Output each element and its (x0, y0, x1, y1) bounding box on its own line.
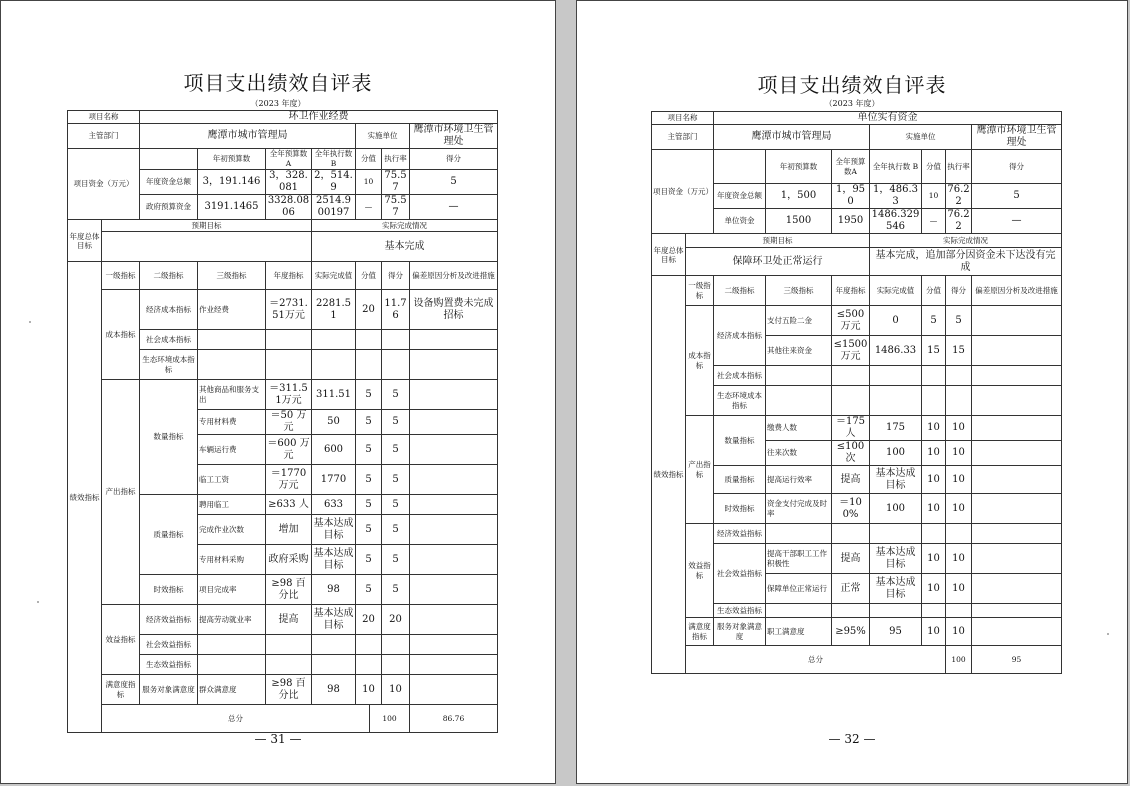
cell-value: — (356, 195, 382, 220)
blank-cell (312, 350, 356, 380)
indicator-actual: 基本达成目标 (870, 574, 922, 604)
impl-unit-value: 鹰潭市环境卫生管理处 (410, 124, 498, 149)
scan-speck (37, 601, 39, 603)
unit-funds-label: 单位资金 (714, 209, 766, 234)
blank-cell (410, 545, 498, 575)
actual-status-value: 基本完成，追加部分因资金未下达没有完成 (870, 248, 1062, 276)
indicator-actual: 100 (870, 441, 922, 466)
indicator-name: 作业经费 (198, 290, 266, 330)
indicator-target: ≥95% (832, 618, 870, 646)
blank-cell (946, 524, 972, 544)
blank-cell (410, 635, 498, 655)
indicator-score: 10 (946, 441, 972, 466)
indicator-name: 职工满意度 (766, 618, 832, 646)
indicator-score: 10 (382, 675, 410, 705)
blank-cell (922, 604, 946, 618)
expected-goal-header: 预期目标 (686, 234, 870, 248)
year-label: （2023 年度） (824, 99, 880, 108)
blank-cell (410, 330, 498, 350)
blank-cell (946, 366, 972, 386)
indicator-value: 10 (922, 416, 946, 441)
indicator-score: 5 (382, 410, 410, 435)
document-page-left (0, 0, 556, 784)
col-header: 一级指标 (686, 276, 714, 306)
indicator-name: 项目完成率 (198, 575, 266, 605)
indicator-value: 5 (356, 575, 382, 605)
category-benefit: 效益指标 (686, 524, 714, 618)
indicator-name: 专用材料采购 (198, 545, 266, 575)
col-header: 偏差原因分析及改进措施 (410, 262, 498, 290)
cell-value: 5 (972, 184, 1062, 209)
blank-cell (972, 618, 1062, 646)
indicator-target: 提高 (832, 466, 870, 494)
cell-value: 10 (356, 170, 382, 195)
blank-cell (410, 655, 498, 675)
indicator-value: 5 (356, 515, 382, 545)
subcat: 生态环境成本指标 (714, 386, 766, 416)
indicator-name: 聘用临工 (198, 495, 266, 515)
perf-indicator-label: 绩效指标 (68, 262, 102, 733)
indicator-target: ≤1500万元 (832, 336, 870, 366)
blank-cell (266, 655, 312, 675)
subcat: 时效指标 (714, 494, 766, 524)
indicator-actual: 100 (870, 494, 922, 524)
category-output: 产出指标 (102, 380, 140, 605)
cell-value: 2，514.9 (312, 170, 356, 195)
subcat: 生态环境成本指标 (140, 350, 198, 380)
cell-value: 2514.900197 (312, 195, 356, 220)
subcat: 服务对象满意度 (140, 675, 198, 705)
indicator-actual: 1486.33 (870, 336, 922, 366)
col-header: 二级指标 (714, 276, 766, 306)
blank-cell (972, 466, 1062, 494)
category-output: 产出指标 (686, 416, 714, 524)
indicator-target: ＝311.51万元 (266, 380, 312, 410)
header-score: 得分 (972, 150, 1062, 184)
indicator-score: 15 (946, 336, 972, 366)
blank-cell (972, 306, 1062, 336)
subcat: 时效指标 (140, 575, 198, 605)
funds-label: 项目资金（万元） (652, 150, 714, 234)
total-score: 86.76 (410, 705, 498, 733)
impl-unit-label: 实施单位 (870, 125, 972, 150)
total-label: 总分 (102, 705, 370, 733)
indicator-score: 10 (946, 416, 972, 441)
annual-goal-label: 年度总体目标 (652, 234, 686, 276)
indicator-actual: 基本达成目标 (870, 544, 922, 574)
indicator-value: 10 (922, 544, 946, 574)
blank-cell (922, 524, 946, 544)
header-full-exec: 全年执行数 B (312, 149, 356, 170)
subcat: 经济成本指标 (714, 306, 766, 366)
indicator-actual: 2281.51 (312, 290, 356, 330)
subcat: 社会成本指标 (140, 330, 198, 350)
scan-speck (29, 321, 31, 323)
col-header: 得分 (382, 262, 410, 290)
blank-cell (266, 635, 312, 655)
indicator-name: 资金支付完成及时率 (766, 494, 832, 524)
col-header: 一级指标 (102, 262, 140, 290)
header-full-budget: 全年预算数 A (266, 149, 312, 170)
blank-cell (140, 149, 198, 170)
cell-value: 1500 (766, 209, 832, 234)
indicator-target: ≥633 人 (266, 495, 312, 515)
blank-cell (972, 366, 1062, 386)
blank-cell (410, 380, 498, 410)
indicator-value: 5 (356, 465, 382, 495)
blank-cell (312, 655, 356, 675)
indicator-name: 车辆运行费 (198, 435, 266, 465)
blank-cell (410, 675, 498, 705)
header-score-value: 分值 (922, 150, 946, 184)
page-title: 项目支出绩效自评表 (757, 73, 947, 97)
actual-status-value: 基本完成 (312, 232, 498, 262)
indicator-target: ＝175人 (832, 416, 870, 441)
header-init-budget: 年初预算数 (198, 149, 266, 170)
indicator-score: 10 (946, 544, 972, 574)
cell-value: 3191.1465 (198, 195, 266, 220)
indicator-name: 提高劳动就业率 (198, 605, 266, 635)
indicator-score: 5 (946, 306, 972, 336)
indicator-score: 5 (382, 575, 410, 605)
gov-budget-label: 政府预算资金 (140, 195, 198, 220)
col-header: 二级指标 (140, 262, 198, 290)
indicator-target: ≤500万元 (832, 306, 870, 336)
document-page-right (576, 0, 1128, 784)
indicator-actual: 基本达成目标 (870, 466, 922, 494)
blank-cell (946, 604, 972, 618)
indicator-target: 正常 (832, 574, 870, 604)
scan-speck (1107, 633, 1109, 635)
blank-cell (382, 655, 410, 675)
blank-cell (410, 350, 498, 380)
col-header: 偏差原因分析及改进措施 (972, 276, 1062, 306)
blank-cell (312, 330, 356, 350)
page-number: — 31 — (254, 732, 302, 746)
project-name-value: 单位实有资金 (714, 112, 1062, 125)
annual-total-label: 年度资金总额 (140, 170, 198, 195)
indicator-score: 11.76 (382, 290, 410, 330)
cell-value: 3，328.081 (266, 170, 312, 195)
cell-value: 5 (410, 170, 498, 195)
blank-cell (972, 574, 1062, 604)
funds-label: 项目资金（万元） (68, 149, 140, 220)
indicator-target: 提高 (832, 544, 870, 574)
indicator-target: ≥98 百分比 (266, 675, 312, 705)
actual-status-header: 实际完成情况 (870, 234, 1062, 248)
indicator-score: 10 (946, 618, 972, 646)
indicator-name: 专用材料费 (198, 410, 266, 435)
blank-cell (870, 524, 922, 544)
blank-cell (972, 416, 1062, 441)
total-value: 100 (370, 705, 410, 733)
blank-cell (870, 366, 922, 386)
indicator-value: 5 (356, 435, 382, 465)
indicator-target: 政府采购 (266, 545, 312, 575)
col-header: 实际完成值 (870, 276, 922, 306)
category-satisfaction: 满意度指标 (102, 675, 140, 705)
indicator-score: 5 (382, 545, 410, 575)
blank-cell (832, 366, 870, 386)
indicator-name: 完成作业次数 (198, 515, 266, 545)
blank-cell (972, 386, 1062, 416)
indicator-score: 10 (946, 494, 972, 524)
blank-cell (922, 386, 946, 416)
page-number: — 32 — (828, 732, 876, 746)
col-header: 年度指标 (832, 276, 870, 306)
blank-cell (972, 544, 1062, 574)
indicator-target: ＝50 万元 (266, 410, 312, 435)
indicator-value: 5 (356, 380, 382, 410)
indicator-target: ＝1770 万元 (266, 465, 312, 495)
header-full-budget: 全年预算数A (832, 150, 870, 184)
project-name-value: 环卫作业经费 (140, 111, 498, 124)
col-header: 三级指标 (198, 262, 266, 290)
cell-value: — (972, 209, 1062, 234)
expected-goal-header: 预期目标 (102, 220, 312, 232)
indicator-value: 10 (922, 441, 946, 466)
indicator-value: 10 (922, 574, 946, 604)
evaluation-table (651, 111, 1062, 674)
cell-value: 1，950 (832, 184, 870, 209)
subcat: 社会成本指标 (714, 366, 766, 386)
indicator-actual: 311.51 (312, 380, 356, 410)
indicator-actual: 基本达成目标 (312, 515, 356, 545)
cell-value: — (922, 209, 946, 234)
blank-cell (198, 330, 266, 350)
indicator-score: 20 (382, 605, 410, 635)
col-header: 得分 (946, 276, 972, 306)
indicator-value: 20 (356, 290, 382, 330)
indicator-target: ≤100次 (832, 441, 870, 466)
cell-value: — (410, 195, 498, 220)
blank-cell (766, 386, 832, 416)
subcat: 社会效益指标 (140, 635, 198, 655)
blank-cell (832, 524, 870, 544)
indicator-target: 增加 (266, 515, 312, 545)
blank-cell (356, 330, 382, 350)
indicator-value: 10 (922, 466, 946, 494)
subcat: 经济效益指标 (714, 524, 766, 544)
indicator-name: 其他往来资金 (766, 336, 832, 366)
cell-value: 3328.0806 (266, 195, 312, 220)
dept-value: 鹰潭市城市管理局 (140, 124, 356, 149)
header-full-exec: 全年执行数 B (870, 150, 922, 184)
indicator-actual: 95 (870, 618, 922, 646)
indicator-score: 10 (946, 466, 972, 494)
indicator-name: 提高干部职工工作积极性 (766, 544, 832, 574)
blank-cell (382, 635, 410, 655)
col-header: 分值 (356, 262, 382, 290)
cell-value: 76.22 (947, 209, 970, 232)
col-header: 实际完成值 (312, 262, 356, 290)
cell-value: 1，500 (766, 184, 832, 209)
indicator-value: 5 (356, 495, 382, 515)
dept-label: 主管部门 (652, 125, 714, 150)
blank-cell (382, 330, 410, 350)
blank-cell (410, 515, 498, 545)
expected-goal-value (102, 232, 312, 262)
indicator-score: 5 (382, 435, 410, 465)
col-header: 分值 (922, 276, 946, 306)
subcat: 质量指标 (140, 495, 198, 575)
blank-cell (198, 655, 266, 675)
indicator-name: 其他商品和服务支出 (198, 380, 266, 410)
evaluation-table (67, 110, 498, 733)
subcat: 生态效益指标 (714, 604, 766, 618)
category-cost: 成本指标 (686, 306, 714, 416)
subcat: 数量指标 (714, 416, 766, 466)
impl-unit-value: 鹰潭市环境卫生管理处 (972, 125, 1062, 150)
cell-value: 3，191.146 (198, 170, 266, 195)
header-exec-rate: 执行率 (946, 150, 972, 184)
indicator-target: ≥98 百分比 (266, 575, 312, 605)
annual-goal-label: 年度总体目标 (68, 220, 102, 262)
indicator-name: 群众满意度 (198, 675, 266, 705)
year-label: （2023 年度） (250, 99, 306, 108)
indicator-value: 20 (356, 605, 382, 635)
dept-label: 主管部门 (68, 124, 140, 149)
perf-indicator-label: 绩效指标 (652, 276, 686, 674)
col-header: 三级指标 (766, 276, 832, 306)
actual-status-header: 实际完成情况 (312, 220, 498, 232)
category-satisfaction: 满意度指标 (686, 618, 714, 646)
blank-cell (410, 495, 498, 515)
blank-cell (972, 441, 1062, 466)
indicator-actual: 98 (312, 675, 356, 705)
blank-cell (356, 350, 382, 380)
blank-cell (266, 350, 312, 380)
cell-value: 1，486.33 (870, 184, 922, 209)
subcat: 数量指标 (140, 380, 198, 495)
page-title: 项目支出绩效自评表 (183, 71, 373, 95)
total-label: 总分 (686, 646, 946, 674)
blank-cell (870, 386, 922, 416)
blank-cell (766, 366, 832, 386)
expected-goal-value: 保障环卫处正常运行 (686, 248, 870, 276)
subcat: 经济效益指标 (140, 605, 198, 635)
blank-cell (832, 604, 870, 618)
subcat: 经济成本指标 (140, 290, 198, 330)
blank-cell (972, 524, 1062, 544)
annual-total-label: 年度资金总额 (714, 184, 766, 209)
indicator-name: 往来次数 (766, 441, 832, 466)
blank-cell (946, 386, 972, 416)
cell-value: 1486.329546 (870, 209, 922, 234)
blank-cell (198, 635, 266, 655)
blank-cell (356, 655, 382, 675)
subcat: 服务对象满意度 (714, 618, 766, 646)
indicator-name: 缴费人数 (766, 416, 832, 441)
blank-cell (832, 386, 870, 416)
indicator-deviation: 设备购置费未完成招标 (410, 290, 498, 330)
indicator-actual: 50 (312, 410, 356, 435)
cell-value: 75.57 (382, 195, 410, 220)
indicator-actual: 基本达成目标 (312, 545, 356, 575)
blank-cell (972, 336, 1062, 366)
cell-value: 10 (922, 184, 946, 209)
indicator-value: 5 (356, 410, 382, 435)
cell-value: 1950 (832, 209, 870, 234)
indicator-actual: 基本达成目标 (312, 605, 356, 635)
indicator-name: 提高运行效率 (766, 466, 832, 494)
indicator-score: 10 (946, 574, 972, 604)
indicator-value: 15 (922, 336, 946, 366)
header-score-value: 分值 (356, 149, 382, 170)
indicator-target: 提高 (266, 605, 312, 635)
category-benefit: 效益指标 (102, 605, 140, 675)
blank-cell (766, 604, 832, 618)
indicator-actual: 633 (312, 495, 356, 515)
indicator-value: 10 (922, 618, 946, 646)
indicator-name: 保障单位正常运行 (766, 574, 832, 604)
indicator-score: 5 (382, 515, 410, 545)
blank-cell (266, 330, 312, 350)
indicator-value: 5 (922, 306, 946, 336)
blank-cell (410, 465, 498, 495)
header-exec-rate: 执行率 (382, 149, 410, 170)
indicator-score: 5 (382, 380, 410, 410)
blank-cell (356, 635, 382, 655)
indicator-name: 支付五险二金 (766, 306, 832, 336)
blank-cell (766, 524, 832, 544)
blank-cell (382, 350, 410, 380)
indicator-value: 10 (356, 675, 382, 705)
indicator-value: 10 (922, 494, 946, 524)
indicator-actual: 1770 (312, 465, 356, 495)
cell-value: 75.57 (382, 170, 410, 195)
blank-cell (198, 350, 266, 380)
subcat: 生态效益指标 (140, 655, 198, 675)
indicator-value: 5 (356, 545, 382, 575)
blank-cell (410, 410, 498, 435)
indicator-actual: 0 (870, 306, 922, 336)
impl-unit-label: 实施单位 (356, 124, 410, 149)
col-header: 年度指标 (266, 262, 312, 290)
blank-cell (410, 575, 498, 605)
header-score: 得分 (410, 149, 498, 170)
subcat: 质量指标 (714, 466, 766, 494)
indicator-target: ＝100% (832, 494, 870, 524)
cell-value: 76.22 (947, 184, 970, 207)
indicator-actual: 600 (312, 435, 356, 465)
total-value: 100 (946, 646, 972, 674)
category-cost: 成本指标 (102, 290, 140, 380)
blank-cell (972, 494, 1062, 524)
blank-cell (870, 604, 922, 618)
blank-cell (922, 366, 946, 386)
blank-cell (410, 435, 498, 465)
dept-value: 鹰潭市城市管理局 (714, 125, 870, 150)
subcat: 社会效益指标 (714, 544, 766, 604)
indicator-actual: 98 (312, 575, 356, 605)
header-init-budget: 年初预算数 (766, 150, 832, 184)
blank-cell (714, 150, 766, 184)
project-name-label: 项目名称 (68, 111, 140, 124)
total-score: 95 (972, 646, 1062, 674)
blank-cell (972, 604, 1062, 618)
indicator-score: 5 (382, 495, 410, 515)
indicator-target: ＝2731.51万元 (266, 290, 312, 330)
indicator-name: 临工工资 (198, 465, 266, 495)
indicator-score: 5 (382, 465, 410, 495)
blank-cell (312, 635, 356, 655)
blank-cell (410, 605, 498, 635)
indicator-target: ＝600 万元 (266, 435, 312, 465)
indicator-actual: 175 (870, 416, 922, 441)
project-name-label: 项目名称 (652, 112, 714, 125)
